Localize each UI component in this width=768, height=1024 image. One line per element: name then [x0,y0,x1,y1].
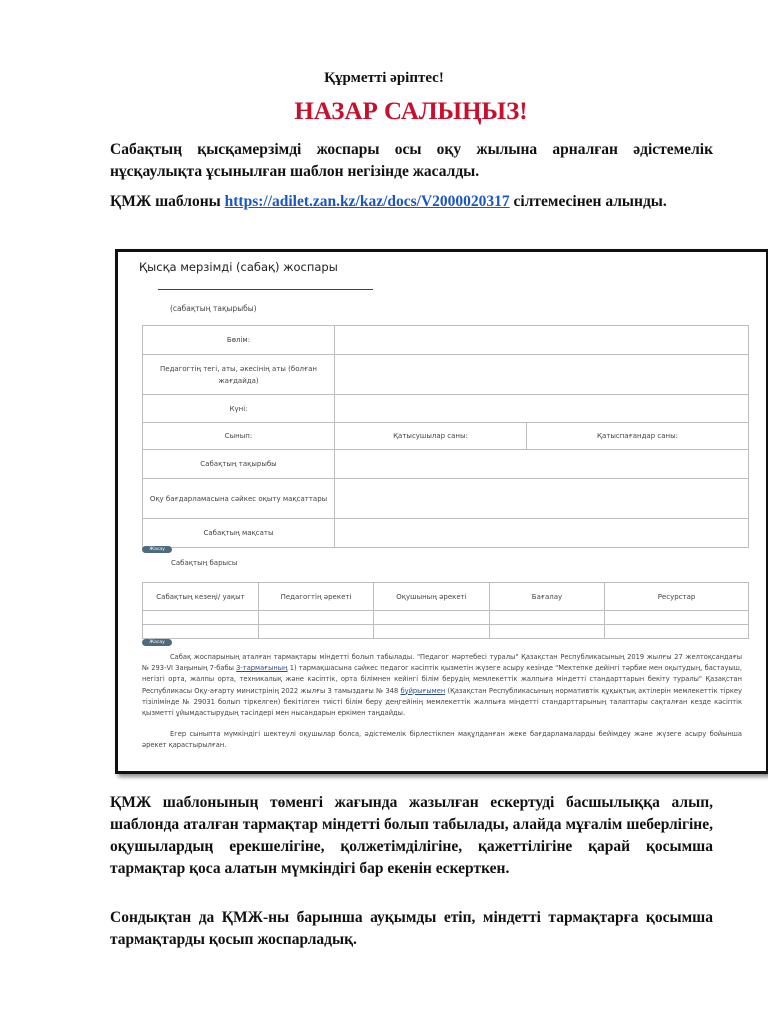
attention-heading: НАЗАР САЛЫҢЫЗ! [294,98,528,125]
progress-header-assessment: Бағалау [490,583,605,611]
section-label: Бөлім: [143,326,335,355]
template-note [142,652,742,752]
table-cell [374,611,490,625]
lesson-topic-value [335,450,749,479]
note-text: 1) тармақшасына сәйкес педагог кәсіптік қызметін жүзеге асыру кезінде "Мектепке дейінгі тәрбие мен оқытудың, бастауыш, негізгі орта, жалпы орта, техникалық және кәсіптік, орта білімнен кейінгі білім берудің мемлекеттік жалпыға міндетті стандарттарын бекіту туралы" Қазақстан Республикасы Оқу-ағарту министрінің 2022 жылғы 3 тамыздағы № 348 [142,664,742,695]
create-button: Жасау [142,546,172,553]
conclusion-paragraph: Сондықтан да ҚМЖ-ны барынша ауқымды етіп, міндетті тармақтарға қосымша тармақтарды қосып жоспарладық. [110,909,713,948]
lesson-goal-label: Сабақтың мақсаты [143,519,335,548]
greeting-heading: Құрметті әріптес! [324,70,444,86]
present-count-label: Қатысушылар саны: [335,423,527,450]
note-text: (Қазақстан Республикасының нормативтік құқықтық актілерін мемлекеттік тіркеу тізілімінде № 29031 болып тіркелген) бекітілген тиісті білім беру деңгейінің мемлекеттік жалпыға міндетті стандарттарының талаптары сақталған кезде кәсіптік қызметті ұйымдастырудың тәсілдері мен нысандарын еркімен таңдайды. [142,686,742,718]
template-source-paragraph [110,191,713,213]
table-row [143,625,749,639]
lesson-topic-label: Сабақтың тақырыбы [143,450,335,479]
table-cell [374,625,490,639]
table-row [143,479,749,519]
date-label: Күні: [143,395,335,423]
note-text: Сабақ жоспарының аталған тармақтары міндетті болып табылады. "Педагог мәртебесі туралы" Қазақстан Республикасының 2019 жылғы 27 желтоқсандағы № 293-VI Заңының 7-бабы [142,653,742,673]
template-screenshot [115,249,768,774]
table-row [143,395,749,423]
note-guidance-paragraph: ҚМЖ шаблонының төменгі жағында жазылған ескертуді басшылыққа алып, шаблонда аталған тармақтар міндетті болып табылады, алайда мұғалім шеберлігіне, оқушылардың ерекшелігіне, қолжетімділігіне, қажеттілігіне қарай қосымша тармақтар қоса алатын мүмкіндігі бар екенін ескерткен. [110,794,713,877]
order-link: бұйрығымен [400,686,446,695]
table-cell [605,611,749,625]
intro-paragraph: Сабақтың қысқамерзімді жоспары осы оқу жылына арналған әдістемелік нұсқаулықта ұсынылған шаблон негізінде жасалды. [110,141,713,180]
lesson-goal-value [335,519,749,548]
objectives-value [335,479,749,519]
table-row [143,326,749,355]
table-row [143,450,749,479]
lesson-info-table [142,325,749,548]
table-cell [143,625,259,639]
table-cell [490,625,605,639]
progress-header-teacher: Педагогтің әрекеті [259,583,374,611]
table-row [143,519,749,548]
note-paragraph [142,652,742,719]
topic-underline [158,289,373,290]
objectives-label: Оқу бағдарламасына сәйкес оқыту мақсаттары [143,479,335,519]
progress-header-stage: Сабақтың кезеңі/ уақыт [143,583,259,611]
table-row [143,423,749,450]
adilet-link[interactable]: https://adilet.zan.kz/kaz/docs/V2000020317 [224,193,510,210]
teacher-value [335,355,749,395]
note-paragraph: Егер сыныпта мүмкіндігі шектеулі оқушылар болса, әдістемелік бірлестікпен мақұлданған жеке бағдарламаларды бейімдеу және жүзеге асыру бойынша әрекет қарастырылған. [142,730,742,750]
source-text-before: ҚМЖ шаблоны [110,193,225,210]
table-row [143,355,749,395]
absent-count-label: Қатыспағандар саны: [527,423,749,450]
date-value [335,395,749,423]
lesson-progress-table [142,582,749,639]
table-cell [259,625,374,639]
create-button: Жасау [142,639,172,646]
lesson-progress-label: Сабақтың барысы [171,559,238,567]
progress-header-student: Оқушының әрекеті [374,583,490,611]
section-value [335,326,749,355]
table-cell [490,611,605,625]
table-row [143,583,749,611]
grade-label: Сынып: [143,423,335,450]
template-title: Қысқа мерзімді (сабақ) жоспары [139,260,338,274]
topic-caption: (сабақтың тақырыбы) [170,304,257,313]
progress-header-resources: Ресурстар [605,583,749,611]
law-article-link: 3-тармағының [236,664,288,673]
teacher-label: Педагогтің тегі, аты, әкесінің аты (болған жағдайда) [143,355,335,395]
table-cell [605,625,749,639]
table-cell [143,611,259,625]
table-cell [259,611,374,625]
source-text-after: сілтемесінен алынды. [509,193,667,210]
table-row [143,611,749,625]
